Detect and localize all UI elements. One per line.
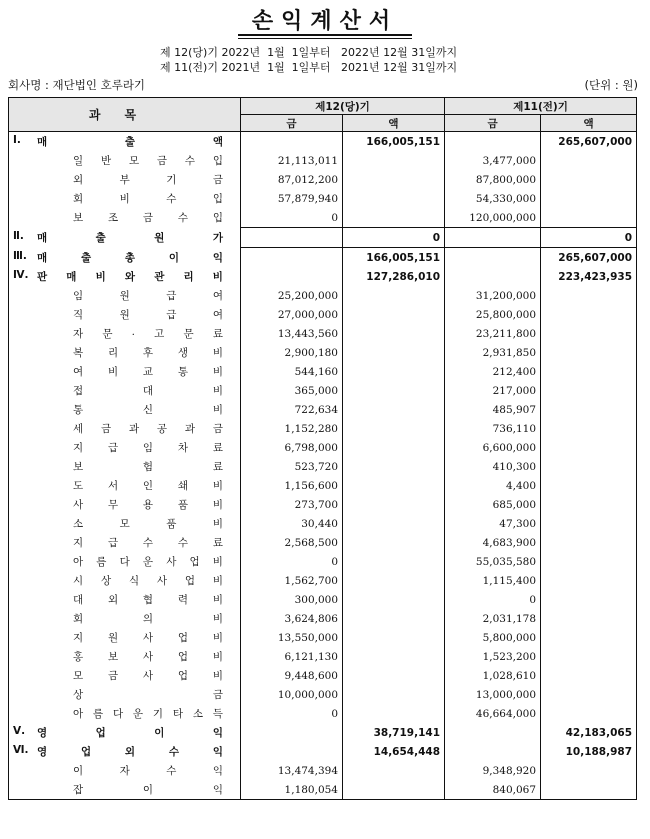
prior-period-range: 제 11(전)기 2021년 1월 1일부터 2021년 12월 31일까지 [160, 61, 458, 74]
account-name: 모 금 사 업 비 [73, 670, 223, 682]
prior-total-cell [541, 647, 637, 666]
prior-detail-cell: 31,200,000 [445, 286, 541, 305]
prior-detail-cell: 736,110 [445, 419, 541, 438]
current-total-cell [343, 170, 445, 189]
account-name: 임 원 급 여 [73, 290, 223, 302]
account-name: 영 업 외 수 익 [37, 746, 223, 758]
account-name: 잡 이 익 [73, 784, 223, 796]
prior-detail-cell: 840,067 [445, 780, 541, 800]
account-name: 보 조 금 수 입 [73, 212, 223, 225]
table-row [9, 761, 637, 780]
prior-total-cell [541, 438, 637, 457]
account-name: 아 름 다 운 사 업 비 [73, 556, 223, 568]
account-name: 복 리 후 생 비 [73, 347, 223, 359]
prior-detail-cell: 23,211,800 [445, 324, 541, 343]
account-label [9, 685, 241, 704]
prior-detail-cell: 0 [445, 590, 541, 609]
current-detail-cell: 13,443,560 [241, 324, 343, 343]
prior-total-cell: 265,607,000 [541, 132, 637, 152]
current-detail-cell: 365,000 [241, 381, 343, 400]
account-label [9, 571, 241, 590]
current-detail-cell: 13,550,000 [241, 628, 343, 647]
prior-detail-cell: 1,523,200 [445, 647, 541, 666]
current-detail-cell: 1,156,600 [241, 476, 343, 495]
current-detail-cell [241, 248, 343, 268]
table-row [9, 533, 637, 552]
current-detail-cell: 87,012,200 [241, 170, 343, 189]
unit-label: (단위 : 원) [584, 78, 638, 92]
account-label [9, 438, 241, 457]
current-detail-cell: 722,634 [241, 400, 343, 419]
prior-detail-cell: 6,600,000 [445, 438, 541, 457]
table-row [9, 590, 637, 609]
current-detail-cell: 30,440 [241, 514, 343, 533]
current-total-cell [343, 208, 445, 228]
prior-total-cell [541, 609, 637, 628]
account-name: 시 상 식 사 업 비 [73, 575, 223, 587]
current-detail-cell: 1,562,700 [241, 571, 343, 590]
table-row [9, 476, 637, 495]
title-underline-thin [238, 38, 412, 39]
current-total-cell [343, 151, 445, 170]
table-row [9, 685, 637, 704]
prior-total-cell [541, 590, 637, 609]
table-row [9, 286, 637, 305]
prior-total-cell [541, 343, 637, 362]
prior-detail-cell: 212,400 [445, 362, 541, 381]
account-label [9, 628, 241, 647]
current-amount-header-right: 액 [343, 115, 445, 132]
current-detail-cell: 1,180,054 [241, 780, 343, 800]
current-detail-cell: 0 [241, 552, 343, 571]
account-label [9, 609, 241, 628]
account-label [9, 170, 241, 189]
current-detail-cell: 273,700 [241, 495, 343, 514]
account-label [9, 151, 241, 170]
current-detail-cell: 544,160 [241, 362, 343, 381]
prior-total-cell [541, 704, 637, 723]
prior-detail-cell: 55,035,580 [445, 552, 541, 571]
account-name: 영 업 이 익 [37, 727, 223, 739]
section-numeral: Ⅳ. [13, 269, 29, 281]
current-total-cell [343, 362, 445, 381]
section-numeral: Ⅵ. [13, 744, 29, 756]
table-row [9, 552, 637, 571]
current-total-cell [343, 590, 445, 609]
account-label [9, 324, 241, 343]
prior-total-cell [541, 208, 637, 228]
current-detail-cell: 27,000,000 [241, 305, 343, 324]
current-total-cell [343, 761, 445, 780]
current-detail-cell: 2,900,180 [241, 343, 343, 362]
current-detail-cell: 0 [241, 704, 343, 723]
prior-total-cell [541, 533, 637, 552]
account-label [9, 533, 241, 552]
table-row [9, 170, 637, 189]
table-row [9, 208, 637, 228]
prior-total-cell [541, 476, 637, 495]
account-name: 일 반 모 금 수 입 [73, 155, 223, 167]
current-total-cell [343, 438, 445, 457]
prior-total-cell [541, 324, 637, 343]
prior-detail-cell: 217,000 [445, 381, 541, 400]
current-total-cell [343, 381, 445, 400]
account-label [9, 723, 241, 742]
account-label [9, 286, 241, 305]
current-total-cell [343, 628, 445, 647]
prior-total-cell [541, 571, 637, 590]
account-name: 상 금 [73, 689, 223, 701]
current-total-cell [343, 666, 445, 685]
table-row [9, 151, 637, 170]
account-label [9, 495, 241, 514]
current-period-header: 제12(당)기 [241, 98, 445, 115]
current-detail-cell: 523,720 [241, 457, 343, 476]
account-label [9, 666, 241, 685]
current-detail-cell: 6,798,000 [241, 438, 343, 457]
current-total-cell [343, 647, 445, 666]
current-detail-cell: 0 [241, 208, 343, 228]
table-row [9, 381, 637, 400]
table-row [9, 362, 637, 381]
prior-total-cell [541, 457, 637, 476]
account-label [9, 514, 241, 533]
prior-detail-cell: 120,000,000 [445, 208, 541, 228]
current-total-cell [343, 400, 445, 419]
table-row [9, 419, 637, 438]
current-total-cell: 166,005,151 [343, 248, 445, 268]
account-name: 도 서 인 쇄 비 [73, 480, 223, 492]
table-row [9, 609, 637, 628]
current-detail-cell: 6,121,130 [241, 647, 343, 666]
current-total-cell [343, 514, 445, 533]
prior-detail-cell: 1,028,610 [445, 666, 541, 685]
prior-detail-cell: 485,907 [445, 400, 541, 419]
current-total-cell [343, 704, 445, 723]
account-name: 지 급 임 차 료 [73, 442, 223, 454]
current-total-cell: 14,654,448 [343, 742, 445, 761]
current-total-cell: 127,286,010 [343, 267, 445, 286]
prior-detail-cell: 685,000 [445, 495, 541, 514]
prior-total-cell: 0 [541, 228, 637, 248]
current-total-cell [343, 343, 445, 362]
prior-total-cell [541, 362, 637, 381]
account-label [9, 400, 241, 419]
current-detail-cell: 2,568,500 [241, 533, 343, 552]
current-detail-cell: 25,200,000 [241, 286, 343, 305]
account-name: 이 자 수 익 [73, 765, 223, 777]
prior-detail-cell [445, 723, 541, 742]
prior-detail-cell: 47,300 [445, 514, 541, 533]
account-name: 통 신 비 [73, 404, 223, 416]
table-row [9, 189, 637, 208]
table-row [9, 628, 637, 647]
prior-detail-cell: 2,931,850 [445, 343, 541, 362]
table-row [9, 305, 637, 324]
prior-total-cell [541, 761, 637, 780]
prior-detail-cell: 410,300 [445, 457, 541, 476]
prior-detail-cell: 1,115,400 [445, 571, 541, 590]
title-underline [238, 34, 412, 36]
prior-total-cell [541, 381, 637, 400]
prior-detail-cell: 4,400 [445, 476, 541, 495]
account-label [9, 267, 241, 286]
prior-detail-cell: 54,330,000 [445, 189, 541, 208]
prior-total-cell [541, 495, 637, 514]
account-label [9, 780, 241, 800]
account-label [9, 248, 241, 268]
account-label [9, 742, 241, 761]
current-total-cell [343, 495, 445, 514]
account-label [9, 343, 241, 362]
prior-total-cell [541, 170, 637, 189]
current-period-range: 제 12(당)기 2022년 1월 1일부터 2022년 12월 31일까지 [160, 46, 458, 59]
table-row [9, 666, 637, 685]
current-total-cell: 0 [343, 228, 445, 248]
prior-total-cell: 10,188,987 [541, 742, 637, 761]
prior-total-cell [541, 419, 637, 438]
current-total-cell [343, 780, 445, 800]
prior-detail-cell: 25,800,000 [445, 305, 541, 324]
prior-total-cell [541, 151, 637, 170]
account-label [9, 381, 241, 400]
prior-detail-cell: 46,664,000 [445, 704, 541, 723]
account-name: 판 매 비 와 관 리 비 [37, 271, 223, 283]
prior-total-cell [541, 286, 637, 305]
prior-detail-cell: 13,000,000 [445, 685, 541, 704]
current-detail-cell [241, 132, 343, 152]
prior-total-cell: 42,183,065 [541, 723, 637, 742]
account-label [9, 419, 241, 438]
account-name: 지 원 사 업 비 [73, 632, 223, 644]
current-total-cell [343, 286, 445, 305]
table-row [9, 248, 637, 268]
account-label [9, 590, 241, 609]
current-amount-header-left: 금 [241, 115, 343, 132]
account-name: 여 비 교 통 비 [73, 366, 223, 378]
prior-total-cell [541, 552, 637, 571]
current-total-cell [343, 552, 445, 571]
current-total-cell [343, 189, 445, 208]
table-row [9, 514, 637, 533]
account-name: 매 출 총 이 익 [37, 251, 223, 264]
prior-detail-cell: 87,800,000 [445, 170, 541, 189]
table-row [9, 495, 637, 514]
current-detail-cell: 300,000 [241, 590, 343, 609]
account-header: 과목 [9, 98, 241, 132]
current-total-cell [343, 685, 445, 704]
current-total-cell [343, 609, 445, 628]
account-name: 회 의 비 [73, 613, 223, 625]
company-name: 회사명 : 재단법인 호루라기 [8, 78, 146, 92]
table-row [9, 132, 637, 152]
table-row [9, 400, 637, 419]
current-detail-cell [241, 742, 343, 761]
prior-period-header: 제11(전)기 [445, 98, 637, 115]
current-total-cell [343, 457, 445, 476]
section-numeral: Ⅰ. [13, 134, 21, 146]
account-name: 대 외 협 력 비 [73, 594, 223, 606]
table-row [9, 571, 637, 590]
prior-total-cell [541, 685, 637, 704]
prior-detail-cell: 2,031,178 [445, 609, 541, 628]
current-detail-cell: 3,624,806 [241, 609, 343, 628]
current-total-cell [343, 533, 445, 552]
table-row [9, 780, 637, 800]
current-total-cell: 166,005,151 [343, 132, 445, 152]
account-name: 회 비 수 입 [73, 193, 223, 205]
account-label [9, 647, 241, 666]
prior-total-cell: 223,423,935 [541, 267, 637, 286]
current-total-cell [343, 305, 445, 324]
section-numeral: Ⅲ. [13, 249, 27, 262]
account-name: 세 금 과 공 과 금 [73, 423, 223, 435]
account-name: 지 급 수 수 료 [73, 537, 223, 549]
prior-detail-cell: 4,683,900 [445, 533, 541, 552]
account-name: 매 출 원 가 [37, 232, 223, 244]
prior-total-cell [541, 780, 637, 800]
table-row [9, 324, 637, 343]
account-name: 아 름 다 운 기 타 소 득 [73, 708, 223, 720]
current-total-cell [343, 419, 445, 438]
prior-total-cell [541, 628, 637, 647]
prior-detail-cell [445, 742, 541, 761]
table-row [9, 267, 637, 286]
table-row [9, 647, 637, 666]
prior-detail-cell [445, 267, 541, 286]
table-row [9, 457, 637, 476]
prior-detail-cell [445, 228, 541, 248]
table-row [9, 723, 637, 742]
account-name: 매 출 액 [37, 136, 223, 148]
income-statement-table [8, 97, 637, 800]
table-row [9, 704, 637, 723]
account-label [9, 362, 241, 381]
account-name: 사 무 용 품 비 [73, 499, 223, 511]
prior-amount-header-right: 액 [541, 115, 637, 132]
account-label [9, 305, 241, 324]
prior-detail-cell: 3,477,000 [445, 151, 541, 170]
account-label [9, 476, 241, 495]
current-detail-cell [241, 228, 343, 248]
current-detail-cell [241, 267, 343, 286]
current-total-cell [343, 571, 445, 590]
current-detail-cell: 21,113,011 [241, 151, 343, 170]
current-total-cell [343, 324, 445, 343]
prior-detail-cell: 5,800,000 [445, 628, 541, 647]
account-name: 자 문 . 고 문 료 [73, 326, 223, 340]
account-label [9, 189, 241, 208]
account-label [9, 761, 241, 780]
account-label [9, 208, 241, 228]
table-row [9, 438, 637, 457]
prior-detail-cell [445, 248, 541, 268]
current-detail-cell [241, 723, 343, 742]
current-total-cell: 38,719,141 [343, 723, 445, 742]
prior-detail-cell [445, 132, 541, 152]
current-detail-cell: 1,152,280 [241, 419, 343, 438]
prior-amount-header-left: 금 [445, 115, 541, 132]
section-numeral: Ⅱ. [13, 230, 24, 242]
prior-total-cell [541, 514, 637, 533]
prior-total-cell: 265,607,000 [541, 248, 637, 268]
table-row [9, 343, 637, 362]
table-row [9, 742, 637, 761]
prior-total-cell [541, 666, 637, 685]
account-label [9, 132, 241, 152]
account-name: 접 대 비 [73, 385, 223, 397]
account-label [9, 552, 241, 571]
account-name: 홍 보 사 업 비 [73, 651, 223, 663]
current-detail-cell: 9,448,600 [241, 666, 343, 685]
prior-total-cell [541, 305, 637, 324]
account-name: 직 원 급 여 [73, 309, 223, 321]
account-label [9, 228, 241, 248]
section-numeral: Ⅴ. [13, 725, 26, 737]
account-name: 외 부 기 금 [73, 174, 223, 186]
current-detail-cell: 57,879,940 [241, 189, 343, 208]
account-label [9, 704, 241, 723]
account-name: 보 험 료 [73, 461, 223, 473]
table-row [9, 228, 637, 248]
document-title: 손익계산서 [251, 8, 399, 34]
prior-detail-cell: 9,348,920 [445, 761, 541, 780]
current-detail-cell: 13,474,394 [241, 761, 343, 780]
account-label [9, 457, 241, 476]
prior-total-cell [541, 189, 637, 208]
current-total-cell [343, 476, 445, 495]
prior-total-cell [541, 400, 637, 419]
current-detail-cell: 10,000,000 [241, 685, 343, 704]
account-name: 소 모 품 비 [73, 518, 223, 530]
